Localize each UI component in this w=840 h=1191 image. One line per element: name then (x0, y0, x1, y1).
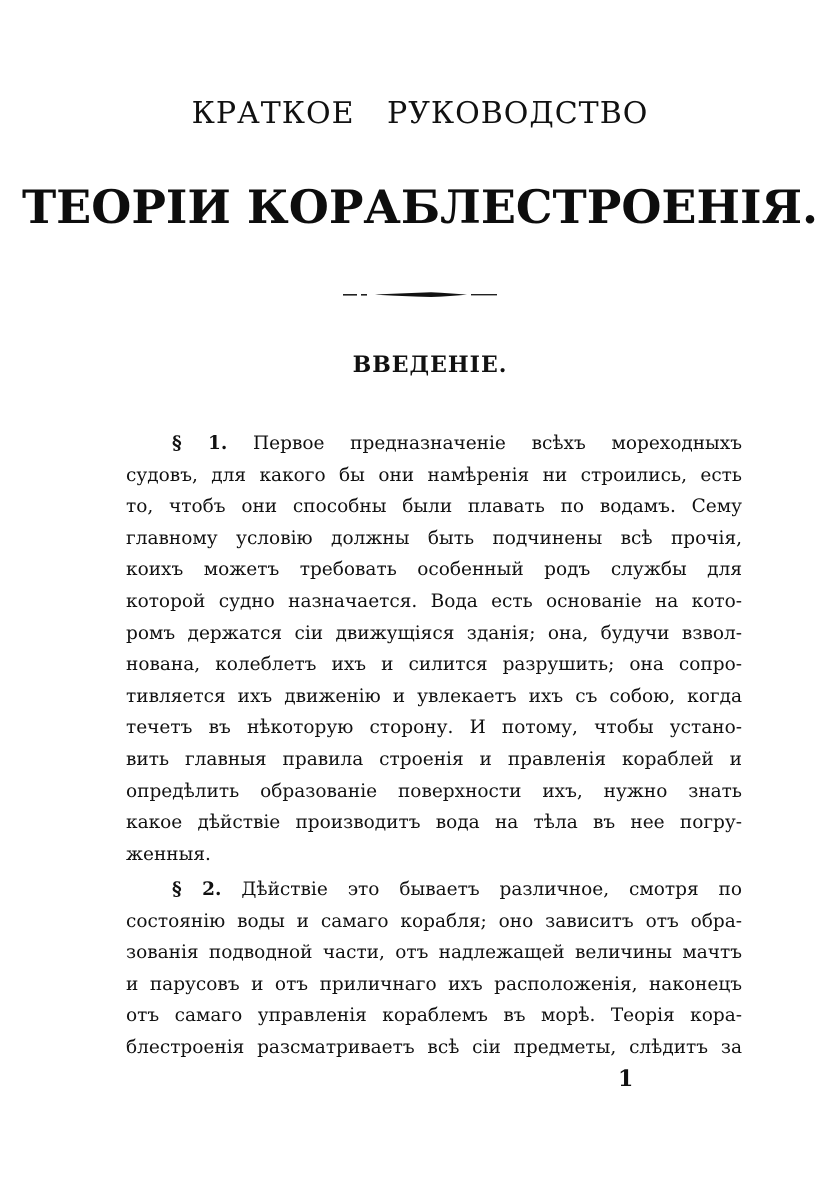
paragraph-line: тивляется ихъ движенію и увлекаетъ ихъ съ собою, когда (126, 685, 742, 707)
paragraph-line: которой судно назначается. Вода есть основаніе на кото- (126, 590, 742, 612)
paragraph-line: женныя. (126, 843, 211, 865)
section-heading: ВВЕДЕНІЕ. (352, 352, 508, 378)
section-mark: § 2. (172, 879, 222, 900)
paragraph-line: состоянію воды и самаго корабля; оно зависитъ отъ обра- (126, 910, 742, 932)
paragraph-2 (126, 874, 742, 1064)
paragraph-line: вить главныя правила строенія и правленія кораблей и (126, 748, 742, 770)
divider-dash-left (343, 294, 357, 296)
paragraph-line: судовъ, для какого бы они намѣренія ни строились, есть (126, 464, 742, 486)
title-line-2: ТЕОРІИ КОРАБЛЕСТРОЕНІЯ. (21, 180, 819, 234)
paragraph-line: главному условію должны быть подчинены всѣ прочія, (126, 527, 742, 549)
paragraph-line: то, чтобъ они способны были плавать по водамъ. Сему (126, 496, 742, 518)
paragraph-line: коихъ можетъ требовать особенный родъ службы для (126, 559, 742, 581)
divider-swell (375, 292, 467, 297)
paragraph-line: отъ самаго управленія кораблемъ въ морѣ. Теорія кора- (126, 1005, 742, 1027)
paragraph-1 (126, 428, 742, 870)
paragraph-line: блестроенія разсматриваетъ всѣ сіи предметы, слѣдитъ за (126, 1036, 742, 1058)
page-number: 1 (618, 1066, 634, 1092)
paragraph-line: течетъ въ нѣкоторую сторону. И потому, чтобы устано- (126, 717, 742, 739)
section-mark: § 1. (172, 433, 228, 454)
divider-dash-left-2 (361, 294, 367, 296)
divider-dash-right (471, 294, 497, 295)
title-line-1: КРАТКОЕ РУКОВОДСТВО (191, 96, 649, 131)
paragraph-line: и парусовъ и отъ приличнаго ихъ расположенія, наконецъ (126, 973, 742, 995)
paragraph-line: какое дѣйствіе производитъ вода на тѣла въ нее погру- (126, 812, 742, 834)
paragraph-line: нована, колеблетъ ихъ и силится разрушить; она сопро- (126, 654, 742, 676)
paragraph-line: зованія подводной части, отъ надлежащей величины мачтъ (126, 942, 742, 964)
paragraph-line: § 2. Дѣйствіе это бываетъ различное, смотря по (172, 879, 743, 900)
paragraph-line: § 1. Первое предназначеніе всѣхъ мореходныхъ (172, 433, 742, 454)
paragraph-line: ромъ держатся сіи движущіяся зданія; она, будучи взвол- (126, 622, 742, 644)
ornamental-divider (341, 290, 501, 300)
paragraph-line: опредѣлить образованіе поверхности ихъ, нужно знать (126, 780, 742, 802)
